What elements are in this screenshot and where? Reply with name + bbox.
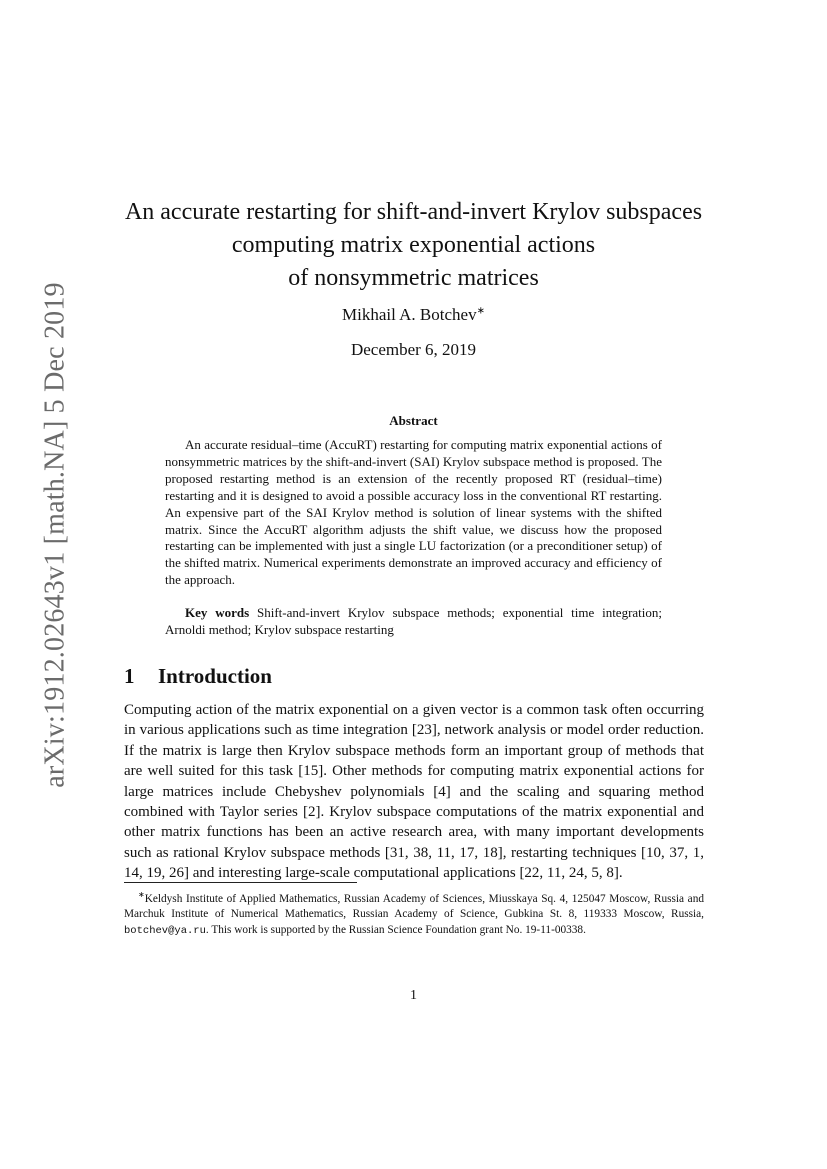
author-footnote-mark: ∗ [476,305,485,317]
footnote-mark: ∗ [138,890,145,899]
footnote-affiliation: Keldysh Institute of Applied Mathematics, Russian Academy of Sciences, Miusskaya Sq. 4, 125047 Moscow, Russia and Marchuk Institute of Numerical Mathematics, Russian Academy of Science, Gubkina St. 8, 119333 Moscow, Russia, [124,892,704,921]
keywords [165,605,662,639]
author-email: botchev@ya.ru [124,924,206,937]
section-number: 1 [124,664,135,688]
arxiv-stamp [36,282,76,788]
paper-title [110,196,717,295]
footnote-rule [124,882,357,883]
abstract-heading: Abstract [389,413,438,428]
arxiv-id: arXiv:1912.02643v1 [math.NA] 5 Dec 2019 [40,282,72,788]
abstract-body: An accurate residual–time (AccuRT) restarting for computing matrix exponential actions of nonsymmetric matrices by the shift-and-invert (SAI) Krylov subspace method is proposed. The proposed restarting method is an extension of the recently proposed RT (residual–time) restarting and it is designed to avoid a possible accuracy loss in the conventional RT restarting. An expensive part of the SAI Krylov method is solution of linear systems with the shifted matrix. Since the AccuRT algorithm adjusts the shift value, we discuss how the proposed restarting can be implemented with just a single LU factorization (or a preconditioner setup) of the shifted matrix. Numerical experiments demonstrate an improved accuracy and efficiency of the approach. [165,437,662,588]
author-line [110,305,717,325]
author-name: Mikhail A. Botchev [342,305,477,324]
title-line-3: of nonsymmetric matrices [288,265,539,291]
keywords-text: Shift-and-invert Krylov subspace methods; exponential time integration; Arnoldi method; Krylov subspace restarting [165,605,663,637]
footnote [124,887,704,940]
section-heading [124,664,704,689]
title-line-2: computing matrix exponential actions [231,232,596,258]
intro-paragraph: Computing action of the matrix exponential on a given vector is a common task often occurring in various applications such as time integration [23], network analysis or model order reduction. If the matrix is large then Krylov subspace methods form an important group of methods that are well suited for this task [15]. Other methods for computing matrix exponential actions for large matrices include Chebyshev polynomials [4] and the scaling and squaring method combined with Taylor series [2]. Krylov subspace computations of the matrix exponential and other matrix functions has been an active research area, with many important developments such as rational Krylov subspace methods [31, 38, 11, 17, 18], restarting techniques [10, 37, 1, 14, 19, 26] and interesting large-scale computational applications [22, 11, 24, 5, 8]. [124,702,704,882]
page-number: 1 [410,988,417,1003]
footnote-funding: . This work is supported by the Russian Science Foundation grant No. 19-11-00338. [205,923,586,936]
keywords-label: Key words [185,605,250,620]
title-line-1: An accurate restarting for shift-and-invert Krylov subspaces [124,199,703,225]
paper-date: December 6, 2019 [350,340,477,359]
section-title: Introduction [158,664,272,688]
